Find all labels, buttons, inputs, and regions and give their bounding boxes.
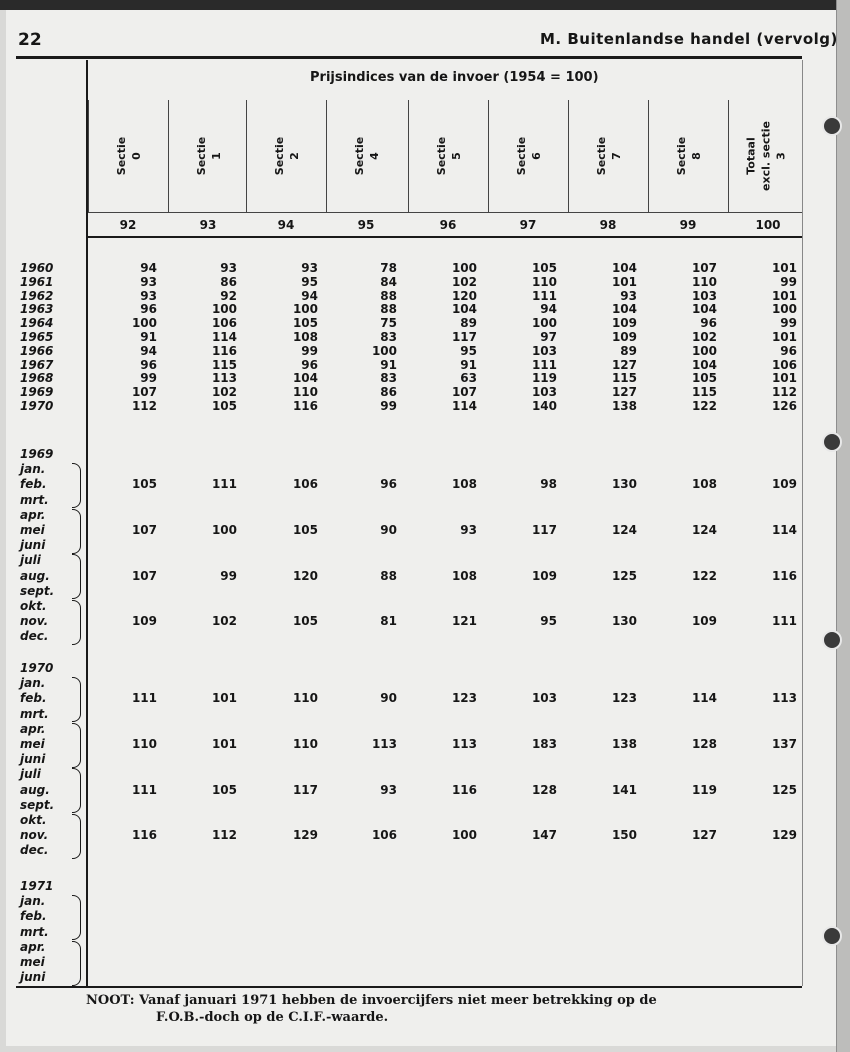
table-cell: 100 — [211, 302, 237, 316]
row-label: jan. — [20, 894, 46, 908]
table-cell: 150 — [611, 828, 637, 842]
table-cell: 111 — [771, 614, 797, 628]
row-label: 1970 — [20, 661, 54, 675]
table-cell: 107 — [451, 385, 477, 399]
column-header-label — [114, 137, 144, 175]
table-cell: 106 — [371, 828, 397, 842]
footnote — [86, 992, 657, 1026]
scan-top-edge — [0, 0, 850, 10]
table-cell: 96 — [380, 477, 397, 491]
table-cell: 81 — [380, 614, 397, 628]
table-bottom-rule — [16, 986, 802, 988]
table-cell: 95 — [540, 614, 557, 628]
table-cell: 99 — [220, 569, 237, 583]
quarter-brace — [72, 814, 81, 859]
table-cell: 96 — [301, 358, 318, 372]
quarter-brace — [72, 723, 81, 768]
column-header-text: 2 — [288, 152, 301, 160]
table-cell: 92 — [220, 289, 237, 303]
table-cell: 116 — [771, 569, 797, 583]
row-label: juni — [20, 538, 46, 552]
table-cell: 112 — [771, 385, 797, 399]
row-label: mrt. — [20, 493, 49, 507]
row-label: 1964 — [20, 316, 54, 330]
column-header-0 — [88, 100, 169, 212]
table-cell: 125 — [771, 783, 797, 797]
table-cell: 100 — [292, 302, 318, 316]
header-rule — [16, 56, 802, 59]
column-header-text: Sectie — [273, 136, 286, 176]
table-cell: 103 — [531, 691, 557, 705]
table-cell: 111 — [131, 691, 157, 705]
column-header-text: 3 — [774, 152, 788, 160]
row-label: 1966 — [20, 344, 54, 358]
row-label: juli — [20, 553, 41, 567]
row-label: okt. — [20, 599, 47, 613]
table-cell: 111 — [531, 289, 557, 303]
table-cell: 100 — [691, 344, 717, 358]
column-header-8 — [728, 100, 803, 212]
quarter-brace — [72, 554, 81, 599]
column-header-4 — [408, 100, 489, 212]
table-cell: 63 — [460, 371, 477, 385]
column-header-text: 6 — [530, 152, 543, 160]
table-cell: 91 — [460, 358, 477, 372]
table-cell: 105 — [292, 316, 318, 330]
row-label: juni — [20, 752, 46, 766]
row-label: 1968 — [20, 371, 54, 385]
table-cell: 94 — [140, 344, 157, 358]
binder-ring-icon — [822, 432, 842, 452]
table-cell: 128 — [531, 783, 557, 797]
table-cell: 107 — [131, 569, 157, 583]
quarter-brace — [72, 768, 81, 813]
table-cell: 99 — [780, 275, 797, 289]
table-cell: 102 — [211, 385, 237, 399]
column-header-text: Sectie — [515, 136, 528, 176]
column-header-text: Sectie — [115, 136, 128, 176]
table-cell: 93 — [460, 523, 477, 537]
column-header-text: excl. sectie — [759, 121, 773, 191]
table-cell: 103 — [531, 344, 557, 358]
table-cell: 110 — [292, 691, 318, 705]
table-cell: 96 — [700, 316, 717, 330]
table-cell: 121 — [451, 614, 477, 628]
row-label: feb. — [20, 691, 47, 705]
row-label: juni — [20, 970, 46, 984]
table-cell: 130 — [611, 477, 637, 491]
column-header-1 — [168, 100, 249, 212]
table-cell: 110 — [531, 275, 557, 289]
table-cell: 141 — [611, 783, 637, 797]
table-cell: 88 — [380, 569, 397, 583]
table-cell: 109 — [611, 316, 637, 330]
table-cell: 100 — [451, 261, 477, 275]
column-header-label — [272, 137, 302, 175]
table-cell: 109 — [131, 614, 157, 628]
row-label: 1961 — [20, 275, 54, 289]
quarter-brace — [72, 509, 81, 554]
row-label: 1963 — [20, 302, 54, 316]
table-cell: 114 — [451, 399, 477, 413]
table-cell: 111 — [531, 358, 557, 372]
table-cell: 127 — [611, 358, 637, 372]
table-cell: 105 — [292, 523, 318, 537]
column-header-text: Sectie — [595, 136, 608, 176]
column-header-label — [594, 137, 624, 175]
table-cell: 96 — [140, 358, 157, 372]
table-cell: 138 — [611, 737, 637, 751]
table-cell: 129 — [771, 828, 797, 842]
table-cell: 93 — [220, 261, 237, 275]
row-label: sept. — [20, 584, 55, 598]
table-cell: 125 — [611, 569, 637, 583]
table-cell: 103 — [691, 289, 717, 303]
table-cell: 108 — [451, 477, 477, 491]
table-cell: 99 — [380, 399, 397, 413]
section-title: M. Buitenlandse handel (vervolg) — [540, 30, 838, 48]
column-header-text: Sectie — [435, 136, 448, 176]
row-label: 1971 — [20, 879, 54, 893]
table-cell: 104 — [691, 302, 717, 316]
table-cell: 137 — [771, 737, 797, 751]
row-label: nov. — [20, 828, 49, 842]
column-code: 96 — [439, 218, 457, 232]
row-label: mei — [20, 737, 45, 751]
table-cell: 112 — [211, 828, 237, 842]
table-cell: 110 — [131, 737, 157, 751]
column-header-text: Sectie — [195, 136, 208, 176]
table-cell: 119 — [691, 783, 717, 797]
column-header-label — [514, 137, 544, 175]
table-cell: 78 — [380, 261, 397, 275]
table-cell: 96 — [780, 344, 797, 358]
row-label: okt. — [20, 813, 47, 827]
table-cell: 183 — [531, 737, 557, 751]
table-cell: 88 — [380, 289, 397, 303]
table-cell: 104 — [292, 371, 318, 385]
row-label: mrt. — [20, 925, 49, 939]
table-cell: 120 — [292, 569, 318, 583]
table-cell: 93 — [620, 289, 637, 303]
column-header-2 — [246, 100, 327, 212]
binder-ring-icon — [822, 926, 842, 946]
table-cell: 105 — [131, 477, 157, 491]
column-code: 97 — [519, 218, 537, 232]
row-label: mei — [20, 955, 45, 969]
header-bottom-rule — [88, 212, 802, 213]
column-header-text: 5 — [450, 152, 463, 160]
table-cell: 99 — [780, 316, 797, 330]
row-label: mrt. — [20, 707, 49, 721]
table-cell: 110 — [691, 275, 717, 289]
column-header-text: 4 — [368, 152, 381, 160]
table-cell: 147 — [531, 828, 557, 842]
row-label: jan. — [20, 462, 46, 476]
table-cell: 94 — [301, 289, 318, 303]
row-label: feb. — [20, 477, 47, 491]
column-header-label — [194, 137, 224, 175]
table-cell: 86 — [380, 385, 397, 399]
table-cell: 105 — [691, 371, 717, 385]
table-cell: 108 — [451, 569, 477, 583]
table-cell: 100 — [211, 523, 237, 537]
row-label: apr. — [20, 722, 46, 736]
row-label: aug. — [20, 783, 50, 797]
column-header-6 — [568, 100, 649, 212]
table-cell: 105 — [211, 783, 237, 797]
table-cell: 99 — [140, 371, 157, 385]
table-cell: 109 — [691, 614, 717, 628]
table-cell: 115 — [691, 385, 717, 399]
row-label: apr. — [20, 940, 46, 954]
row-label: juli — [20, 767, 41, 781]
table-cell: 115 — [611, 371, 637, 385]
table-cell: 100 — [531, 316, 557, 330]
table-cell: 107 — [131, 523, 157, 537]
table-cell: 93 — [140, 289, 157, 303]
table-cell: 111 — [131, 783, 157, 797]
table-cell: 89 — [620, 344, 637, 358]
table-cell: 100 — [371, 344, 397, 358]
table-cell: 120 — [451, 289, 477, 303]
table-cell: 127 — [611, 385, 637, 399]
row-label: 1960 — [20, 261, 54, 275]
column-header-text: 0 — [130, 152, 143, 160]
table-cell: 102 — [451, 275, 477, 289]
table-cell: 113 — [451, 737, 477, 751]
table-cell: 89 — [460, 316, 477, 330]
column-header-text: Sectie — [675, 136, 688, 176]
table-cell: 99 — [301, 344, 318, 358]
table-cell: 116 — [451, 783, 477, 797]
table-cell: 116 — [211, 344, 237, 358]
table-cell: 123 — [451, 691, 477, 705]
table-cell: 91 — [380, 358, 397, 372]
table-cell: 102 — [211, 614, 237, 628]
table-cell: 114 — [211, 330, 237, 344]
table-cell: 113 — [371, 737, 397, 751]
column-header-7 — [648, 100, 729, 212]
table-cell: 104 — [611, 302, 637, 316]
table-cell: 86 — [220, 275, 237, 289]
row-label: 1965 — [20, 330, 54, 344]
table-cell: 100 — [131, 316, 157, 330]
column-header-5 — [488, 100, 569, 212]
column-code: 95 — [357, 218, 375, 232]
quarter-brace — [72, 600, 81, 645]
table-cell: 117 — [451, 330, 477, 344]
table-cell: 95 — [301, 275, 318, 289]
column-code: 92 — [119, 218, 137, 232]
table-cell: 107 — [131, 385, 157, 399]
table-cell: 130 — [611, 614, 637, 628]
table-cell: 108 — [292, 330, 318, 344]
table-cell: 128 — [691, 737, 717, 751]
table-cell: 114 — [691, 691, 717, 705]
table-cell: 94 — [540, 302, 557, 316]
table-cell: 103 — [531, 385, 557, 399]
binder-ring-icon — [822, 630, 842, 650]
table-cell: 93 — [301, 261, 318, 275]
column-header-text: 7 — [610, 152, 623, 160]
row-label: apr. — [20, 508, 46, 522]
column-header-label — [434, 137, 464, 175]
table-cell: 109 — [531, 569, 557, 583]
table-cell: 83 — [380, 330, 397, 344]
footnote-line-2: F.O.B.-doch op de C.I.F.-waarde. — [156, 1010, 389, 1025]
table-cell: 138 — [611, 399, 637, 413]
table-cell: 109 — [771, 477, 797, 491]
row-label: sept. — [20, 798, 55, 812]
table-cell: 113 — [211, 371, 237, 385]
table-cell: 110 — [292, 385, 318, 399]
row-label: feb. — [20, 909, 47, 923]
quarter-brace — [72, 941, 81, 986]
table-cell: 114 — [771, 523, 797, 537]
row-label: 1967 — [20, 358, 54, 372]
row-label: dec. — [20, 629, 49, 643]
table-cell: 115 — [211, 358, 237, 372]
row-label: dec. — [20, 843, 49, 857]
table-cell: 127 — [691, 828, 717, 842]
table-cell: 113 — [771, 691, 797, 705]
table-cell: 101 — [611, 275, 637, 289]
column-header-label — [352, 137, 382, 175]
table-cell: 102 — [691, 330, 717, 344]
table-cell: 108 — [691, 477, 717, 491]
table-cell: 75 — [380, 316, 397, 330]
table-cell: 106 — [292, 477, 318, 491]
column-code: 100 — [755, 218, 781, 232]
table-cell: 101 — [771, 371, 797, 385]
column-code: 94 — [277, 218, 295, 232]
column-header-text: 1 — [210, 152, 223, 160]
row-label: 1970 — [20, 399, 54, 413]
table-cell: 109 — [611, 330, 637, 344]
table-cell: 112 — [131, 399, 157, 413]
quarter-brace — [72, 463, 81, 508]
table-cell: 93 — [380, 783, 397, 797]
table-cell: 101 — [211, 737, 237, 751]
binder-edge — [836, 0, 850, 1052]
table-cell: 110 — [292, 737, 318, 751]
row-label: aug. — [20, 569, 50, 583]
table-cell: 91 — [140, 330, 157, 344]
row-label: mei — [20, 523, 45, 537]
table-cell: 116 — [292, 399, 318, 413]
table-cell: 122 — [691, 399, 717, 413]
table-cell: 105 — [211, 399, 237, 413]
table-cell: 124 — [691, 523, 717, 537]
column-header-3 — [326, 100, 407, 212]
column-code: 98 — [599, 218, 617, 232]
column-code-rule — [88, 236, 802, 238]
row-label: 1969 — [20, 447, 54, 461]
table-cell: 104 — [451, 302, 477, 316]
table-cell: 83 — [380, 371, 397, 385]
table-cell: 119 — [531, 371, 557, 385]
table-cell: 111 — [211, 477, 237, 491]
column-header-label — [674, 137, 704, 175]
table-cell: 90 — [380, 523, 397, 537]
column-header-text: 8 — [690, 152, 703, 160]
table-cell: 97 — [540, 330, 557, 344]
table-cell: 140 — [531, 399, 557, 413]
row-label: jan. — [20, 676, 46, 690]
row-label: 1962 — [20, 289, 54, 303]
table-cell: 106 — [211, 316, 237, 330]
table-cell: 101 — [211, 691, 237, 705]
table-cell: 117 — [531, 523, 557, 537]
column-header-text: Totaal — [744, 137, 758, 175]
table-cell: 96 — [140, 302, 157, 316]
table-cell: 106 — [771, 358, 797, 372]
table-cell: 88 — [380, 302, 397, 316]
column-header-label — [744, 121, 789, 191]
table-cell: 105 — [531, 261, 557, 275]
table-cell: 104 — [691, 358, 717, 372]
row-label: 1969 — [20, 385, 54, 399]
table-cell: 98 — [540, 477, 557, 491]
table-cell: 129 — [292, 828, 318, 842]
table-cell: 116 — [131, 828, 157, 842]
table-cell: 105 — [292, 614, 318, 628]
quarter-brace — [72, 677, 81, 722]
table-cell: 93 — [140, 275, 157, 289]
table-cell: 101 — [771, 261, 797, 275]
column-header-text: Sectie — [353, 136, 366, 176]
table-cell: 84 — [380, 275, 397, 289]
quarter-brace — [72, 895, 81, 940]
row-label: nov. — [20, 614, 49, 628]
table-title: Prijsindices van de invoer (1954 = 100) — [310, 70, 599, 85]
table-cell: 123 — [611, 691, 637, 705]
table-cell: 90 — [380, 691, 397, 705]
table-cell: 122 — [691, 569, 717, 583]
footnote-line-1: NOOT: Vanaf januari 1971 hebben de invoercijfers niet meer betrekking op de — [86, 993, 657, 1008]
table-cell: 107 — [691, 261, 717, 275]
table-cell: 95 — [460, 344, 477, 358]
table-cell: 101 — [771, 330, 797, 344]
table-cell: 126 — [771, 399, 797, 413]
table-cell: 104 — [611, 261, 637, 275]
table-cell: 100 — [771, 302, 797, 316]
table-cell: 100 — [451, 828, 477, 842]
column-code: 93 — [199, 218, 217, 232]
binder-ring-icon — [822, 116, 842, 136]
table-cell: 101 — [771, 289, 797, 303]
table-cell: 117 — [292, 783, 318, 797]
table-cell: 94 — [140, 261, 157, 275]
table-cell: 124 — [611, 523, 637, 537]
page-number: 22 — [18, 30, 42, 50]
column-code: 99 — [679, 218, 697, 232]
